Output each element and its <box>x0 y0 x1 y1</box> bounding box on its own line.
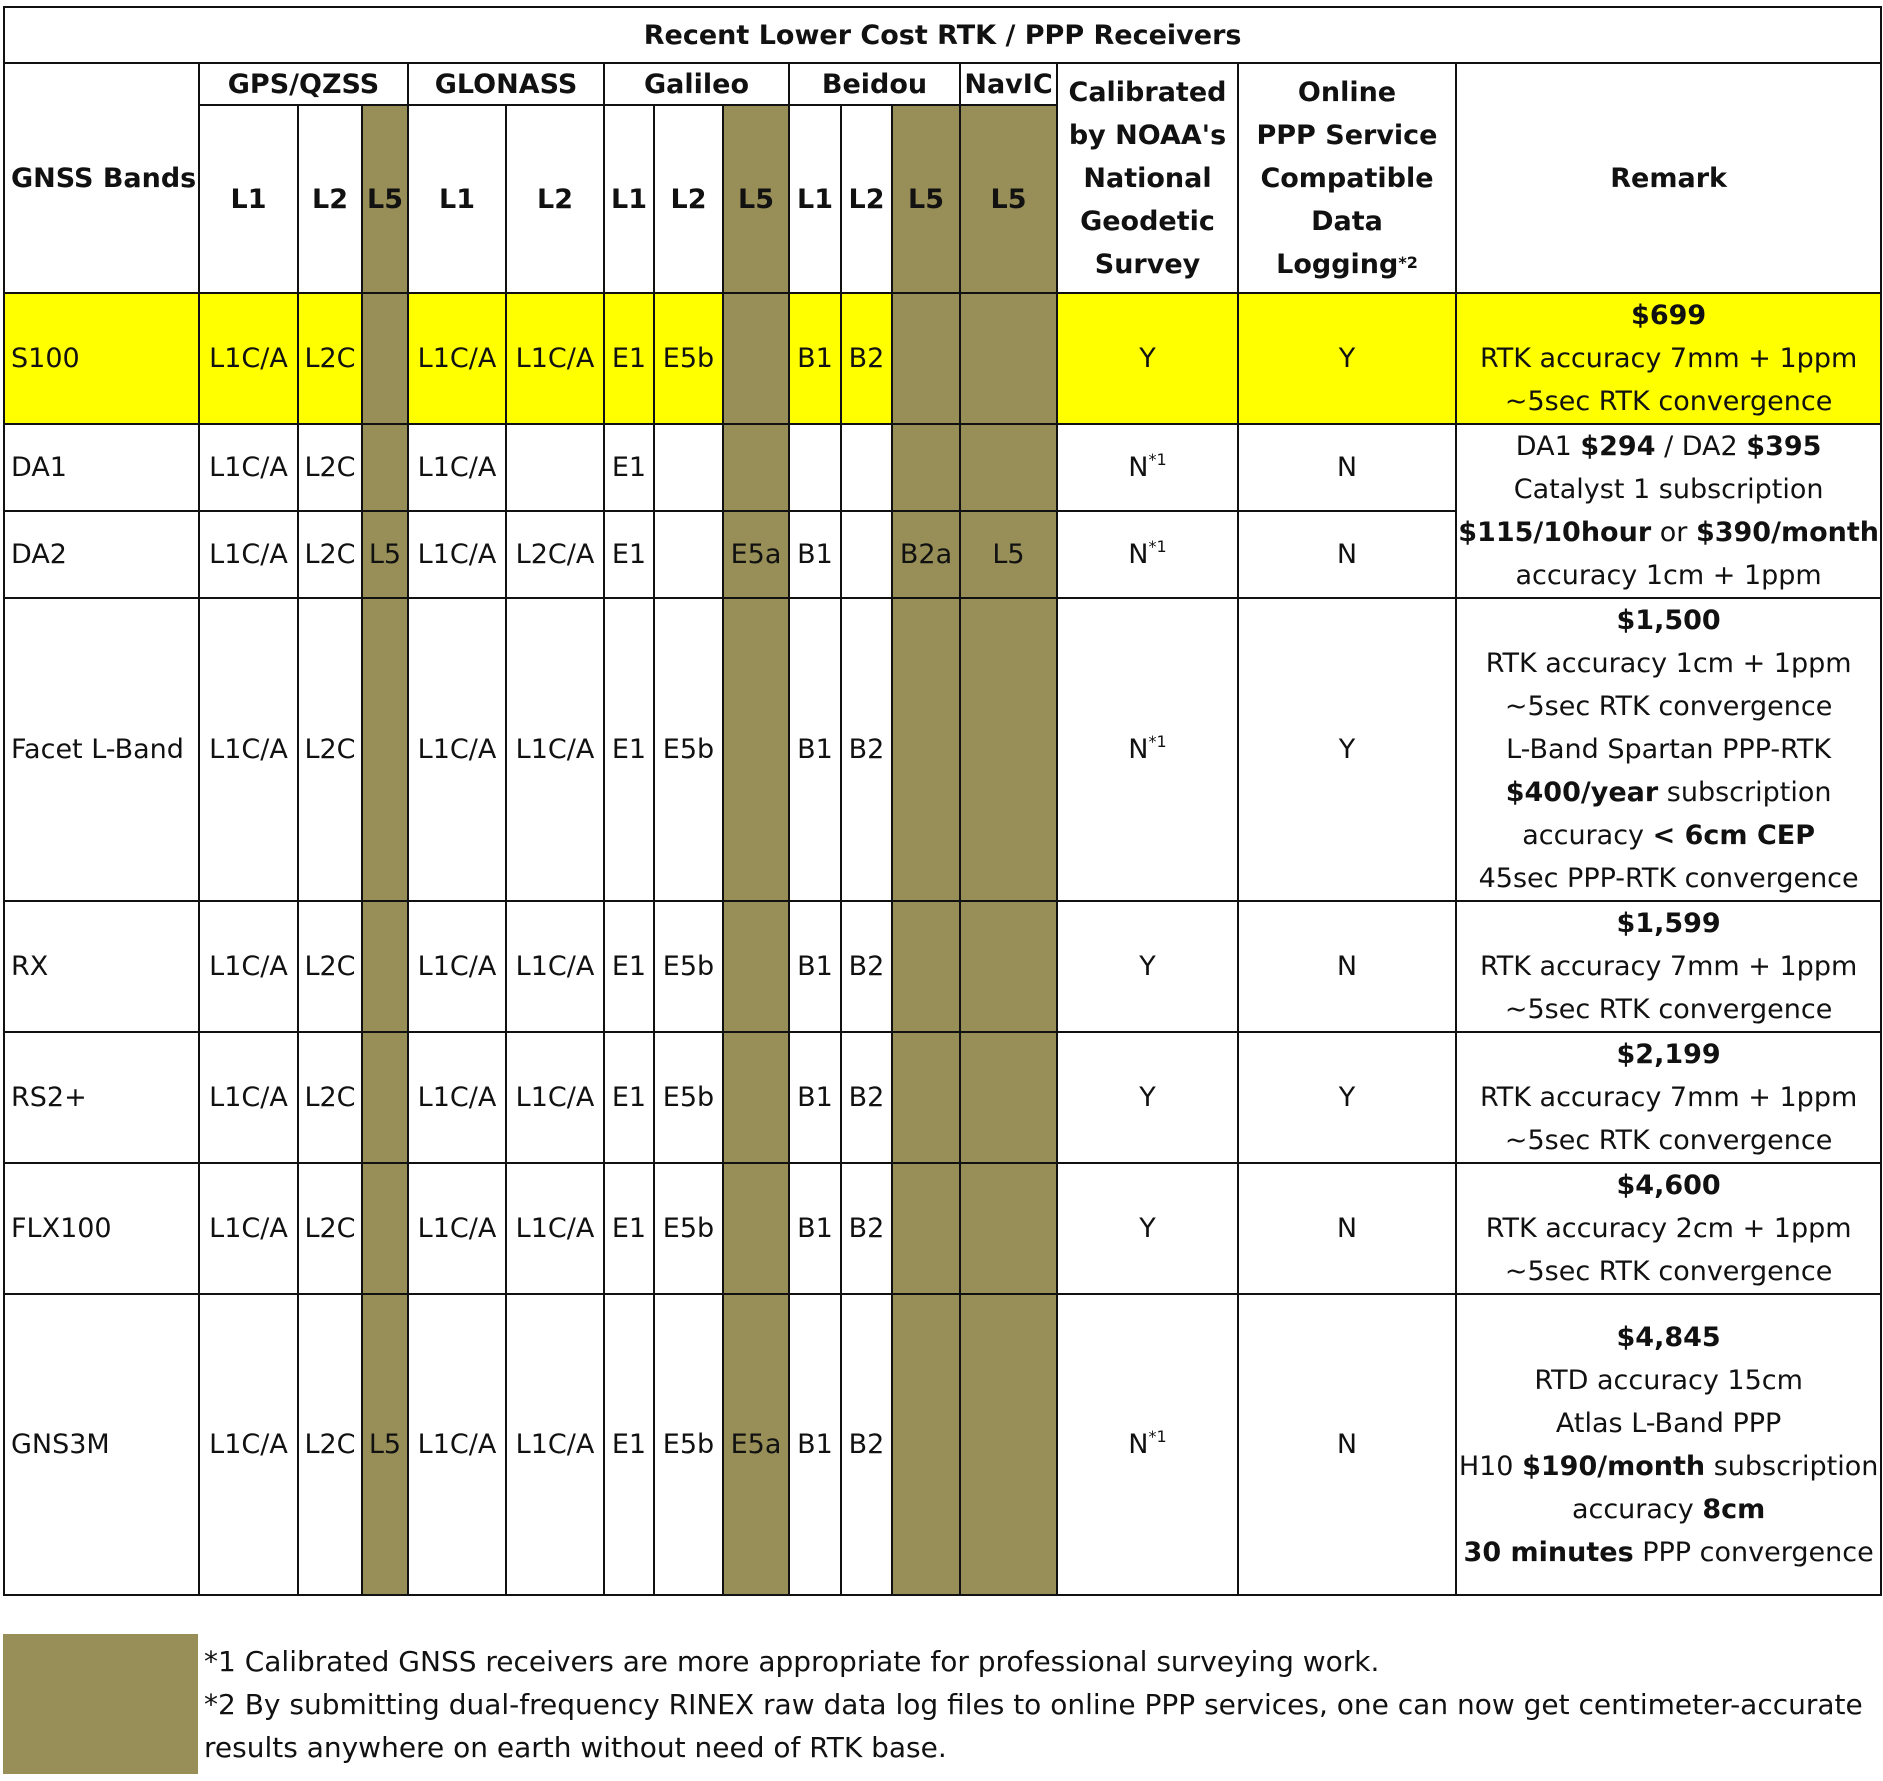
band-cell-navic-l5 <box>960 1294 1057 1595</box>
remark-line: accuracy 8cm <box>1571 1493 1766 1525</box>
remark-line: $4,845 <box>1616 1321 1721 1353</box>
group-beidou-header: Beidou <box>789 63 960 105</box>
band-cell-glonass-l1: L1C/A <box>408 511 506 598</box>
band-cell-galileo-l2: E5b <box>654 1294 723 1595</box>
band-cell-glonass-l2 <box>506 424 604 511</box>
band-cell-navic-l5 <box>960 901 1057 1032</box>
band-cell-gps-l2: L2C <box>298 293 362 424</box>
band-cell-glonass-l1: L1C/A <box>408 1032 506 1163</box>
receiver-name: GNS3M <box>4 1294 199 1595</box>
calibrated-cell: $N^{*1}$ <box>1057 1294 1238 1595</box>
remark-line: 30 minutes PPP convergence <box>1463 1536 1874 1568</box>
remark-line: Catalyst 1 subscription <box>1513 474 1824 505</box>
receiver-name: FLX100 <box>4 1163 199 1294</box>
table-row <box>4 1032 1881 1163</box>
remark-line: accuracy 1cm + 1ppm <box>1515 560 1822 591</box>
footnote-marker: *2 <box>1398 252 1418 272</box>
remark-line: $400/year subscription <box>1505 777 1832 808</box>
remark-line: ~5sec RTK convergence <box>1504 386 1833 417</box>
online-ppp-cell: N <box>1238 511 1456 598</box>
band-cell-beidou-l5 <box>892 293 960 424</box>
band-cell-gps-l1: L1C/A <box>199 424 298 511</box>
band-cell-galileo-l5: E5a <box>723 1294 789 1595</box>
remark-cell <box>1456 598 1881 901</box>
band-cell-galileo-l2: E5b <box>654 293 723 424</box>
band-cell-beidou-l2: B2 <box>841 1163 892 1294</box>
band-galileo-l2: L2 <box>654 105 723 293</box>
online-header-line: Data Logging$^{*2}$ <box>1276 205 1418 280</box>
band-cell-galileo-l1: E1 <box>604 1032 654 1163</box>
band-cell-beidou-l5 <box>892 901 960 1032</box>
online-ppp-cell: Y <box>1238 293 1456 424</box>
band-cell-galileo-l5: E5a <box>723 511 789 598</box>
band-cell-glonass-l2: L1C/A <box>506 1294 604 1595</box>
band-cell-gps-l1: L1C/A <box>199 1163 298 1294</box>
calibrated-cell: Y <box>1057 293 1238 424</box>
band-glonass-l1: L1 <box>408 105 506 293</box>
calibrated-cell: Y <box>1057 1163 1238 1294</box>
legend-swatch <box>3 1634 198 1774</box>
band-cell-galileo-l2 <box>654 424 723 511</box>
band-cell-navic-l5: L5 <box>960 511 1057 598</box>
band-cell-beidou-l1 <box>789 424 841 511</box>
calibrated-header <box>1057 63 1238 293</box>
band-cell-glonass-l2: L1C/A <box>506 1163 604 1294</box>
band-cell-galileo-l2 <box>654 511 723 598</box>
band-cell-glonass-l1: L1C/A <box>408 598 506 901</box>
band-cell-beidou-l2: B2 <box>841 901 892 1032</box>
band-cell-gps-l5: L5 <box>362 1294 408 1595</box>
band-cell-gps-l1: L1C/A <box>199 1294 298 1595</box>
band-cell-navic-l5 <box>960 1163 1057 1294</box>
band-cell-beidou-l1: B1 <box>789 598 841 901</box>
remark-line: $1,500 <box>1616 605 1721 636</box>
band-cell-galileo-l2: E5b <box>654 1032 723 1163</box>
band-cell-navic-l5 <box>960 424 1057 511</box>
band-cell-glonass-l1: L1C/A <box>408 1163 506 1294</box>
calibrated-cell: $N^{*1}$ <box>1057 424 1238 511</box>
online-header-line: Online <box>1297 76 1397 108</box>
band-cell-beidou-l2: B2 <box>841 1294 892 1595</box>
band-cell-gps-l2: L2C <box>298 1032 362 1163</box>
band-cell-glonass-l1: L1C/A <box>408 901 506 1032</box>
band-cell-beidou-l5 <box>892 424 960 511</box>
table-row <box>4 598 1881 901</box>
band-cell-gps-l2: L2C <box>298 598 362 901</box>
band-cell-galileo-l1: E1 <box>604 424 654 511</box>
band-cell-beidou-l2: B2 <box>841 1032 892 1163</box>
band-cell-gps-l2: L2C <box>298 1294 362 1595</box>
band-cell-glonass-l1: L1C/A <box>408 424 506 511</box>
remark-line: $1,599 <box>1616 908 1721 939</box>
band-cell-beidou-l2 <box>841 511 892 598</box>
table-row <box>4 424 1881 511</box>
band-cell-galileo-l1: E1 <box>604 901 654 1032</box>
group-galileo-header: Galileo <box>604 63 789 105</box>
remark-line: ~5sec RTK convergence <box>1504 1125 1833 1156</box>
remark-cell <box>1456 424 1881 598</box>
online-header-line: PPP Service <box>1256 119 1438 151</box>
group-gps-header: GPS/QZSS <box>199 63 408 105</box>
band-cell-gps-l1: L1C/A <box>199 901 298 1032</box>
band-cell-galileo-l2: E5b <box>654 598 723 901</box>
gnss-bands-header: GNSS Bands <box>4 63 199 293</box>
band-cell-galileo-l5 <box>723 293 789 424</box>
band-gps-l5: L5 <box>362 105 408 293</box>
band-cell-beidou-l2: B2 <box>841 598 892 901</box>
receiver-name: S100 <box>4 293 199 424</box>
group-glonass-header: GLONASS <box>408 63 604 105</box>
remark-header: Remark <box>1456 63 1881 293</box>
remark-line: L-Band Spartan PPP-RTK <box>1506 734 1832 765</box>
band-cell-beidou-l1: B1 <box>789 1294 841 1595</box>
band-gps-l1: L1 <box>199 105 298 293</box>
remark-line: RTK accuracy 2cm + 1ppm <box>1485 1213 1852 1244</box>
band-cell-navic-l5 <box>960 1032 1057 1163</box>
remark-cell <box>1456 1032 1881 1163</box>
band-cell-galileo-l1: E1 <box>604 293 654 424</box>
calibrated-header-line: Survey <box>1094 248 1201 280</box>
band-cell-galileo-l2: E5b <box>654 901 723 1032</box>
online-ppp-cell: Y <box>1238 598 1456 901</box>
remark-line: RTK accuracy 1cm + 1ppm <box>1485 648 1852 679</box>
receiver-name: DA1 <box>4 424 199 511</box>
band-cell-galileo-l1: E1 <box>604 598 654 901</box>
band-glonass-l2: L2 <box>506 105 604 293</box>
band-gps-l2: L2 <box>298 105 362 293</box>
group-navic-header: NavIC <box>960 63 1057 105</box>
band-navic-l5: L5 <box>960 105 1057 293</box>
remark-line: H10 $190/month subscription <box>1458 1450 1879 1482</box>
band-cell-galileo-l1: E1 <box>604 1163 654 1294</box>
remark-cell <box>1456 1294 1881 1595</box>
band-galileo-l1: L1 <box>604 105 654 293</box>
online-header-line: Compatible <box>1260 162 1434 194</box>
remark-line: Atlas L-Band PPP <box>1555 1407 1782 1439</box>
remark-cell <box>1456 901 1881 1032</box>
band-beidou-l2: L2 <box>841 105 892 293</box>
band-cell-glonass-l2: L1C/A <box>506 598 604 901</box>
band-cell-beidou-l5: B2a <box>892 511 960 598</box>
band-cell-beidou-l2 <box>841 424 892 511</box>
footnote-marker: *1 <box>1148 1427 1167 1446</box>
calibrated-header-line: by NOAA's <box>1068 119 1227 151</box>
band-beidou-l5: L5 <box>892 105 960 293</box>
band-cell-galileo-l2: E5b <box>654 1163 723 1294</box>
band-cell-galileo-l5 <box>723 598 789 901</box>
footnote-marker: *1 <box>1148 450 1167 469</box>
footnote-2-cont: results anywhere on earth without need of RTK base. <box>204 1731 947 1764</box>
online-ppp-cell: N <box>1238 901 1456 1032</box>
band-cell-galileo-l1: E1 <box>604 1294 654 1595</box>
receiver-name: RX <box>4 901 199 1032</box>
band-cell-gps-l5 <box>362 1032 408 1163</box>
calibrated-cell: Y <box>1057 901 1238 1032</box>
online-ppp-cell: N <box>1238 1163 1456 1294</box>
remark-line: $115/10hour or $390/month <box>1458 517 1879 548</box>
remark-line: ~5sec RTK convergence <box>1504 691 1833 722</box>
band-cell-beidou-l1: B1 <box>789 511 841 598</box>
calibrated-header-line: Calibrated <box>1068 76 1227 108</box>
remark-line: RTK accuracy 7mm + 1ppm <box>1479 951 1858 982</box>
band-cell-galileo-l5 <box>723 1032 789 1163</box>
footnotes <box>204 1640 1863 1769</box>
band-cell-glonass-l2: L1C/A <box>506 293 604 424</box>
band-cell-gps-l5 <box>362 293 408 424</box>
band-cell-glonass-l2: L1C/A <box>506 901 604 1032</box>
band-cell-beidou-l1: B1 <box>789 901 841 1032</box>
calibrated-cell: $N^{*1}$ <box>1057 511 1238 598</box>
remark-line: RTK accuracy 7mm + 1ppm <box>1479 1082 1858 1113</box>
band-galileo-l5: L5 <box>723 105 789 293</box>
band-cell-beidou-l5 <box>892 1163 960 1294</box>
calibrated-cell: Y <box>1057 1032 1238 1163</box>
band-cell-beidou-l5 <box>892 1294 960 1595</box>
remark-line: RTD accuracy 15cm <box>1534 1364 1803 1396</box>
band-cell-gps-l2: L2C <box>298 1163 362 1294</box>
remark-line: accuracy < 6cm CEP <box>1522 820 1816 851</box>
remark-line: $699 <box>1631 300 1707 331</box>
band-cell-beidou-l5 <box>892 1032 960 1163</box>
receiver-name: RS2+ <box>4 1032 199 1163</box>
footnote-marker: *1 <box>1148 732 1167 751</box>
band-cell-galileo-l5 <box>723 424 789 511</box>
remark-line: DA1 $294 / DA2 $395 <box>1515 431 1822 462</box>
band-cell-gps-l5 <box>362 1163 408 1294</box>
band-beidou-l1: L1 <box>789 105 841 293</box>
remark-line: $2,199 <box>1616 1039 1721 1070</box>
band-cell-gps-l1: L1C/A <box>199 1032 298 1163</box>
band-cell-beidou-l5 <box>892 598 960 901</box>
table-row <box>4 293 1881 424</box>
remark-line: ~5sec RTK convergence <box>1504 1256 1833 1287</box>
receiver-name: DA2 <box>4 511 199 598</box>
remark-cell <box>1456 1163 1881 1294</box>
remark-line: ~5sec RTK convergence <box>1504 994 1833 1025</box>
band-cell-glonass-l2: L2C/A <box>506 511 604 598</box>
table-row <box>4 1294 1881 1595</box>
calibrated-header-line: National <box>1083 162 1212 194</box>
band-cell-beidou-l1: B1 <box>789 1032 841 1163</box>
receivers-table <box>3 6 1882 1596</box>
footnote-2: *2 By submitting dual-frequency RINEX raw data log files to online PPP services, one can now get centimeter-accurate <box>204 1688 1863 1721</box>
band-cell-gps-l5: L5 <box>362 511 408 598</box>
band-cell-gps-l2: L2C <box>298 424 362 511</box>
remark-line: $4,600 <box>1616 1170 1721 1201</box>
online-ppp-cell: Y <box>1238 1032 1456 1163</box>
band-cell-galileo-l5 <box>723 1163 789 1294</box>
band-cell-gps-l5 <box>362 424 408 511</box>
band-cell-beidou-l1: B1 <box>789 293 841 424</box>
remark-line: RTK accuracy 7mm + 1ppm <box>1479 343 1858 374</box>
band-cell-glonass-l1: L1C/A <box>408 1294 506 1595</box>
band-cell-glonass-l2: L1C/A <box>506 1032 604 1163</box>
table-row <box>4 1163 1881 1294</box>
remark-cell <box>1456 293 1881 424</box>
online-ppp-cell: N <box>1238 1294 1456 1595</box>
band-cell-navic-l5 <box>960 598 1057 901</box>
band-cell-glonass-l1: L1C/A <box>408 293 506 424</box>
receiver-name: Facet L-Band <box>4 598 199 901</box>
table-row <box>4 901 1881 1032</box>
remark-line: 45sec PPP-RTK convergence <box>1478 863 1859 894</box>
band-cell-gps-l1: L1C/A <box>199 598 298 901</box>
band-cell-navic-l5 <box>960 293 1057 424</box>
band-cell-galileo-l5 <box>723 901 789 1032</box>
band-cell-beidou-l1: B1 <box>789 1163 841 1294</box>
band-cell-gps-l5 <box>362 598 408 901</box>
band-cell-gps-l5 <box>362 901 408 1032</box>
table-title: Recent Lower Cost RTK / PPP Receivers <box>4 7 1881 63</box>
band-cell-gps-l1: L1C/A <box>199 511 298 598</box>
online-ppp-cell: N <box>1238 424 1456 511</box>
band-cell-beidou-l2: B2 <box>841 293 892 424</box>
band-cell-gps-l2: L2C <box>298 901 362 1032</box>
online-ppp-header <box>1238 63 1456 293</box>
band-cell-galileo-l1: E1 <box>604 511 654 598</box>
footnote-marker: *1 <box>1148 537 1167 556</box>
band-cell-gps-l1: L1C/A <box>199 293 298 424</box>
footnote-1: *1 Calibrated GNSS receivers are more appropriate for professional surveying work. <box>204 1645 1380 1678</box>
calibrated-header-line: Geodetic <box>1080 205 1215 237</box>
band-cell-gps-l2: L2C <box>298 511 362 598</box>
calibrated-cell: $N^{*1}$ <box>1057 598 1238 901</box>
